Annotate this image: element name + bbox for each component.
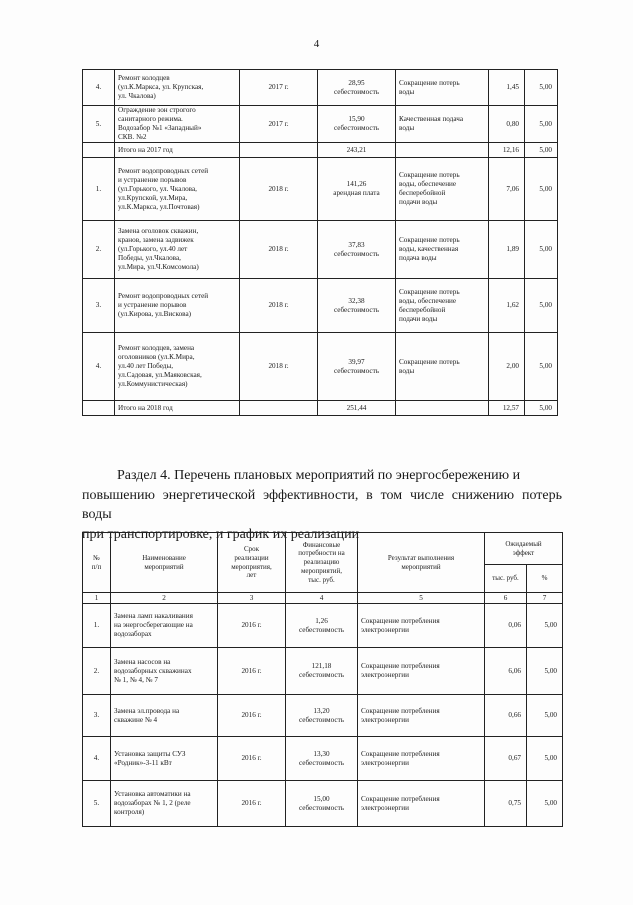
cost-cell	[318, 70, 396, 106]
effect-pct: 5,00	[525, 401, 558, 416]
cost-cell	[318, 221, 396, 279]
energy-saving-measures-table	[82, 532, 563, 827]
effect-rub: 7,06	[489, 158, 525, 221]
expected-result: Качественная подача воды	[396, 106, 489, 143]
effect-rub: 12,57	[489, 401, 525, 416]
cost-value: 1,26	[315, 616, 328, 625]
row-number: 5.	[83, 106, 115, 143]
cost-value: 15,00	[313, 794, 330, 803]
row-number: 5.	[83, 781, 111, 827]
implementation-year: 2016 г.	[218, 737, 286, 781]
measure-name: Замена ламп накаливания на энергосберегающие на водозаборах	[111, 604, 218, 648]
table-row	[83, 279, 558, 333]
cost-cell	[318, 333, 396, 401]
cost-cell	[286, 781, 358, 827]
header-term: Срок реализации мероприятия, лет	[218, 533, 286, 593]
cost-cell	[318, 143, 396, 158]
expected-result: Сокращение потерь воды, качественная подача воды	[396, 221, 489, 279]
cost-basis: себестоимость	[298, 758, 344, 767]
implementation-year: 2016 г.	[218, 648, 286, 695]
expected-result	[396, 401, 489, 416]
implementation-year: 2018 г.	[240, 158, 318, 221]
cost-value: 37,83	[348, 240, 365, 249]
effect-rub: 1,89	[489, 221, 525, 279]
implementation-year	[240, 401, 318, 416]
row-number	[83, 143, 115, 158]
implementation-year: 2018 г.	[240, 333, 318, 401]
cost-basis: арендная плата	[333, 189, 380, 197]
header-finance: Финансовые потребности на реализацию мероприятий, тыс. руб.	[286, 533, 358, 593]
expected-result: Сокращение потерь воды, обеспечение бесперебойной подачи воды	[396, 279, 489, 333]
table-row	[83, 695, 563, 737]
effect-rub: 6,06	[485, 648, 527, 695]
cost-basis: себестоимость	[298, 715, 344, 724]
effect-pct: 5,00	[525, 221, 558, 279]
cost-value: 32,38	[348, 296, 365, 305]
measure-name: Замена оголовок скважин, кранов, замена задвижек (ул.Горького, ул.40 лет Победы, ул.Чкалова, ул.Мира, ул.Ч.Комсомола)	[115, 221, 240, 279]
expected-result: Сокращение потребления электроэнергии	[358, 781, 485, 827]
cost-value: 39,97	[348, 357, 365, 366]
measures-table-continued	[82, 69, 558, 416]
effect-pct: 5,00	[525, 70, 558, 106]
table-row	[83, 158, 558, 221]
cost-basis: себестоимость	[333, 87, 379, 96]
effect-pct: 5,00	[527, 781, 563, 827]
cost-value: 13,20	[313, 706, 330, 715]
row-number: 4.	[83, 70, 115, 106]
header-pct: %	[527, 565, 563, 593]
effect-pct: 5,00	[525, 158, 558, 221]
measure-name: Установка защиты СУЗ «Родник»-3-11 кВт	[111, 737, 218, 781]
section-title-line-3: при транспортировке, и график их реализации	[82, 526, 360, 542]
measure-name: Ремонт колодцев (ул.К.Маркса, ул. Крупская, ул. Чкалова)	[115, 70, 240, 106]
implementation-year: 2017 г.	[240, 70, 318, 106]
effect-pct: 5,00	[525, 106, 558, 143]
measure-name: Итого на 2018 год	[115, 401, 240, 416]
cost-cell	[286, 604, 358, 648]
measure-name: Замена эл.провода на скважине № 4	[111, 695, 218, 737]
header-name: Наименование мероприятий	[111, 533, 218, 593]
measure-name: Ремонт водопроводных сетей и устранение порывов (ул.Кирова, ул.Вискова)	[115, 279, 240, 333]
cost-value: 28,95	[348, 78, 365, 87]
implementation-year: 2016 г.	[218, 695, 286, 737]
expected-result: Сокращение потерь воды	[396, 70, 489, 106]
cost-value: 121,18	[311, 662, 332, 670]
table-header-row	[83, 533, 563, 565]
effect-rub: 0,80	[489, 106, 525, 143]
row-number: 2.	[83, 648, 111, 695]
header-effect: Ожидаемый эффект	[485, 533, 563, 565]
expected-result: Сокращение потерь воды	[396, 333, 489, 401]
header-result: Результат выполнения мероприятий	[358, 533, 485, 593]
cost-cell	[318, 158, 396, 221]
table-row	[83, 401, 558, 416]
expected-result: Сокращение потребления электроэнергии	[358, 695, 485, 737]
column-index: 3	[218, 593, 286, 604]
cost-value: 15,90	[348, 115, 365, 123]
cost-basis: себестоимость	[298, 671, 344, 679]
row-number: 2.	[83, 221, 115, 279]
effect-pct: 5,00	[527, 695, 563, 737]
implementation-year: 2018 г.	[240, 221, 318, 279]
cost-cell	[286, 695, 358, 737]
cost-value: 243,21	[346, 145, 367, 154]
expected-result: Сокращение потребления электроэнергии	[358, 648, 485, 695]
effect-pct: 5,00	[527, 604, 563, 648]
row-number: 1.	[83, 158, 115, 221]
effect-rub: 0,66	[485, 695, 527, 737]
effect-pct: 5,00	[527, 648, 563, 695]
effect-rub: 0,75	[485, 781, 527, 827]
effect-rub: 12,16	[489, 143, 525, 158]
cost-cell	[318, 279, 396, 333]
column-index: 6	[485, 593, 527, 604]
cost-value: 141,26	[346, 180, 367, 188]
expected-result: Сокращение потерь воды, обеспечение бесперебойной подачи воды	[396, 158, 489, 221]
table-row	[83, 333, 558, 401]
implementation-year: 2017 г.	[240, 106, 318, 143]
row-number	[83, 401, 115, 416]
expected-result: Сокращение потребления электроэнергии	[358, 604, 485, 648]
page-number: 4	[313, 38, 320, 50]
table-row	[83, 106, 558, 143]
effect-rub: 0,67	[485, 737, 527, 781]
row-number: 1.	[83, 604, 111, 648]
measure-name: Итого на 2017 год	[115, 143, 240, 158]
section-title-line-2: повышению энергетической эффективности, в том числе снижению потерь воды	[82, 487, 562, 522]
column-index: 4	[286, 593, 358, 604]
table-row	[83, 604, 563, 648]
header-num: № п/п	[83, 533, 111, 593]
cost-basis: себестоимость	[333, 305, 379, 314]
table-index-row	[83, 593, 563, 604]
column-index: 5	[358, 593, 485, 604]
measure-name: Ремонт колодцев, замена оголовников (ул.К.Мира, ул.40 лет Победы, ул.Садовая, ул.Маяковская, ул.Коммунистическая)	[115, 333, 240, 401]
effect-rub: 1,62	[489, 279, 525, 333]
row-number: 3.	[83, 695, 111, 737]
table-row	[83, 648, 563, 695]
cost-cell	[286, 648, 358, 695]
table-row	[83, 221, 558, 279]
cost-cell	[318, 401, 396, 416]
effect-rub: 2,00	[489, 333, 525, 401]
implementation-year: 2016 г.	[218, 781, 286, 827]
measure-name: Установка автоматики на водозаборах № 1, 2 (реле контроля)	[111, 781, 218, 827]
effect-pct: 5,00	[527, 737, 563, 781]
effect-pct: 5,00	[525, 143, 558, 158]
cost-value: 13,30	[313, 749, 330, 758]
section-title-line-1: Раздел 4. Перечень плановых мероприятий по энергосбережению и	[117, 468, 521, 483]
implementation-year: 2016 г.	[218, 604, 286, 648]
table-row	[83, 143, 558, 158]
column-index: 1	[83, 593, 111, 604]
cost-basis: себестоимость	[333, 124, 379, 132]
expected-result	[396, 143, 489, 158]
column-index: 2	[111, 593, 218, 604]
measure-name: Ограждение зон строгого санитарного режима. Водозабор №1 «Западный» СКВ. №2	[115, 106, 240, 143]
cost-basis: себестоимость	[333, 249, 379, 258]
cost-basis: себестоимость	[333, 366, 379, 375]
effect-rub: 0,06	[485, 604, 527, 648]
table-row	[83, 70, 558, 106]
table-row	[83, 781, 563, 827]
effect-pct: 5,00	[525, 333, 558, 401]
implementation-year	[240, 143, 318, 158]
expected-result: Сокращение потребления электроэнергии	[358, 737, 485, 781]
cost-cell	[286, 737, 358, 781]
implementation-year: 2018 г.	[240, 279, 318, 333]
measure-name: Ремонт водопроводных сетей и устранение порывов (ул.Горького, ул. Чкалова, ул.Крупской, ул.Мира, ул.К.Маркса, ул.Почтовая)	[115, 158, 240, 221]
row-number: 4.	[83, 737, 111, 781]
cost-cell	[318, 106, 396, 143]
cost-basis: себестоимость	[298, 625, 344, 634]
effect-rub: 1,45	[489, 70, 525, 106]
header-rub: тыс. руб.	[485, 565, 527, 593]
row-number: 4.	[83, 333, 115, 401]
table-row	[83, 737, 563, 781]
row-number: 3.	[83, 279, 115, 333]
column-index: 7	[527, 593, 563, 604]
measure-name: Замена насосов на водозаборных скважинах № 1, № 4, № 7	[111, 648, 218, 695]
cost-value: 251,44	[346, 403, 367, 412]
cost-basis: себестоимость	[298, 803, 344, 812]
effect-pct: 5,00	[525, 279, 558, 333]
